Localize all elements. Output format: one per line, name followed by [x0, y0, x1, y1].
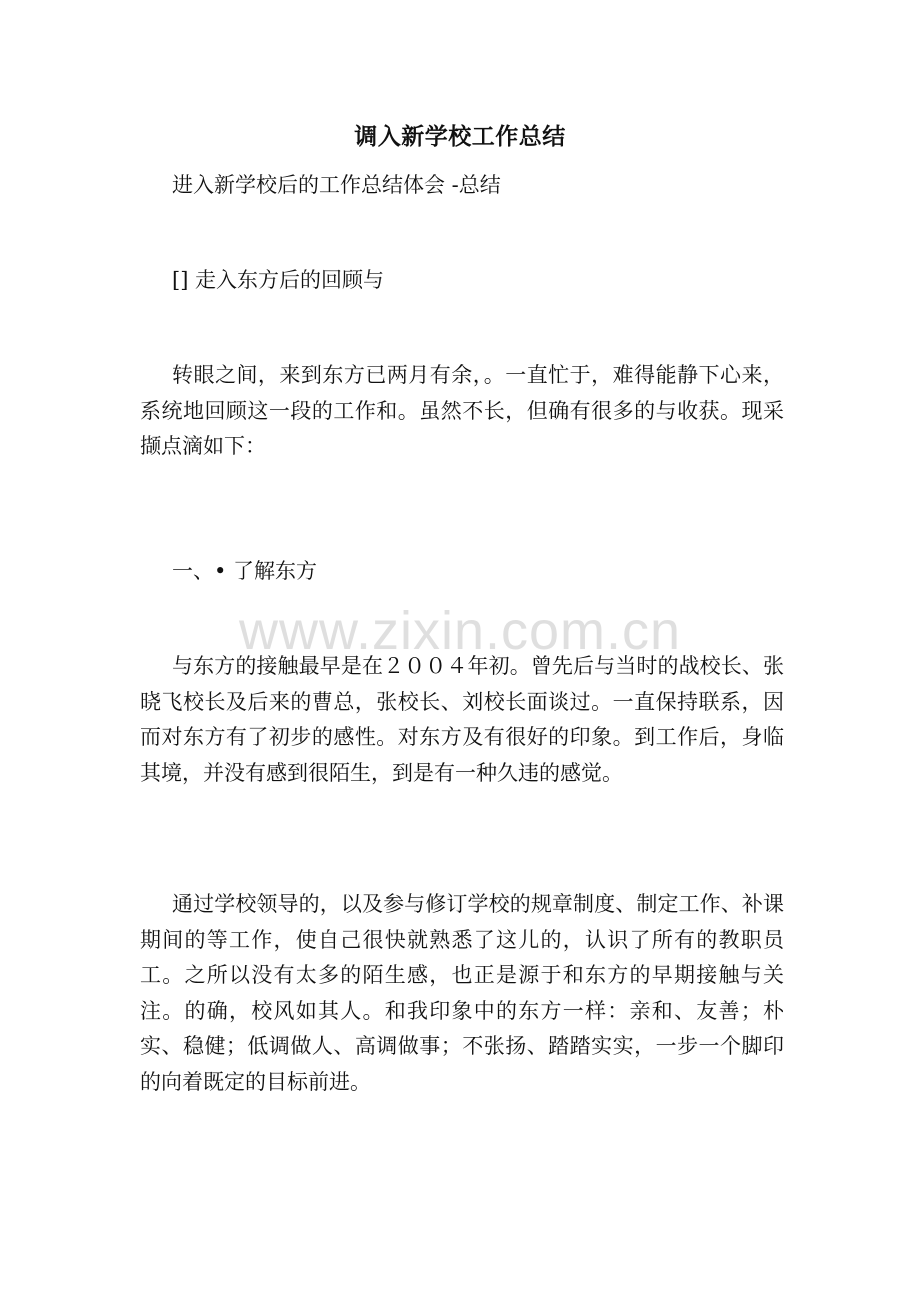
watermark: www.zixin.com.cn	[238, 601, 682, 661]
paragraph-1: 转眼之间，来到东方已两月有余，。一直忙于，难得能静下心来，系统地回顾这一段的工作和。虽然不长，但确有很多的与收获。现采撷点滴如下：	[140, 363, 784, 458]
intro-heading: [] 走入东方后的回顾与	[172, 268, 385, 292]
section-1-heading: 一、• 了解东方	[172, 559, 318, 583]
paragraph-3: 通过学校领导的，以及参与修订学校的规章制度、制定工作、补课期间的等工作，使自己很快就熟悉了这儿的，认识了所有的教职员工。之所以没有太多的陌生感，也正是源于和东方的早期接触与关注。的确，校风如其人。和我印象中的东方一样：亲和、友善；朴实、稳健；低调做人、高调做事；不张扬、踏踏实实，一步一个脚印的向着既定的目标前进。	[140, 892, 784, 1094]
document-subtitle: 进入新学校后的工作总结体会 -总结	[172, 173, 501, 197]
paragraph-2: 与东方的接触最早是在２００４年初。曾先后与当时的战校长、张晓飞校长及后来的曹总，张校长、刘校长面谈过。一直保持联系，因而对东方有了初步的感性。对东方及有很好的印象。到工作后，身临其境，并没有感到很陌生，到是有一种久违的感觉。	[140, 654, 784, 785]
document-title: 调入新学校工作总结	[354, 123, 566, 150]
